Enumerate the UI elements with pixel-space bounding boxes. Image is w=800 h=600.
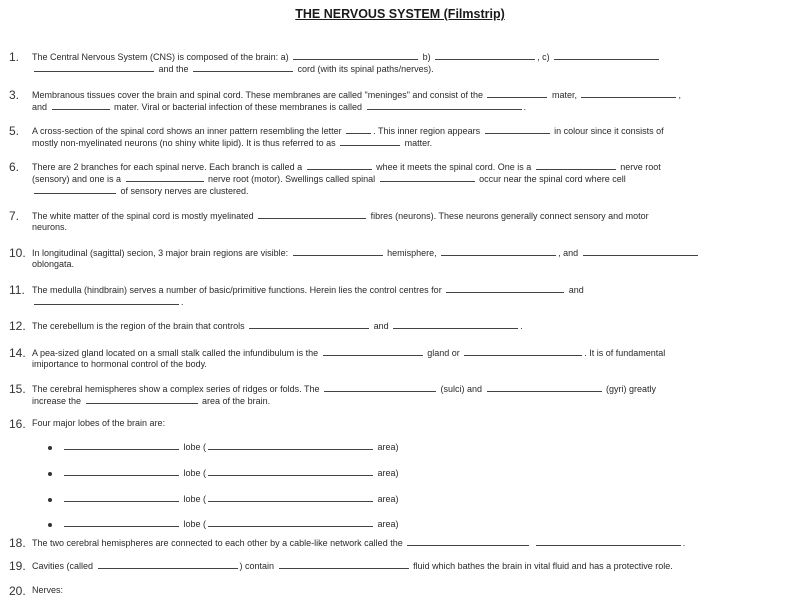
lobe-area-blank[interactable] [208, 466, 373, 476]
question-text [32, 559, 752, 571]
text-segment: and the [156, 64, 192, 74]
text-line [32, 358, 752, 370]
fill-in-blank[interactable] [34, 184, 116, 194]
text-segment: A pea-sized gland located on a small stalk called the infundibulum is the [32, 348, 321, 358]
lobe-name-blank[interactable] [64, 492, 179, 502]
question-text [32, 417, 752, 429]
question-number: 11. [9, 283, 25, 297]
question-text [32, 319, 752, 331]
text-segment: The white matter of the spinal cord is mostly myelinated [32, 211, 257, 221]
question-number: 14. [9, 346, 26, 360]
fill-in-blank[interactable] [487, 88, 547, 98]
text-line [32, 394, 752, 406]
text-line [32, 417, 752, 429]
text-segment: , c) [537, 52, 553, 62]
text-segment: A cross-section of the spinal cord shows an inner pattern resembling the letter [32, 126, 345, 136]
fill-in-blank[interactable] [407, 536, 529, 546]
text-segment: . [523, 102, 527, 112]
lobe-name-blank[interactable] [64, 466, 179, 476]
text-segment: (sensory) and one is a [32, 174, 124, 184]
fill-in-blank[interactable] [293, 246, 383, 256]
text-line [32, 124, 752, 136]
fill-in-blank[interactable] [34, 295, 179, 305]
question-number: 5. [9, 124, 20, 138]
text-segment: fluid which bathes the brain in vital fluid and has a protective role. [410, 561, 673, 571]
text-segment: occur near the spinal cord where cell [476, 174, 626, 184]
fill-in-blank[interactable] [340, 136, 400, 146]
text-segment: . [181, 297, 184, 307]
text-segment: , and [558, 248, 581, 258]
text-segment: mostly non-myelinated neurons (no shiny white lipid). It is thus referred to as [32, 138, 339, 148]
text-segment: and [371, 321, 392, 331]
text-line [32, 50, 752, 62]
area-label: area) [375, 519, 399, 529]
text-segment: . [682, 538, 686, 548]
question-number: 3. [9, 88, 20, 102]
fill-in-blank[interactable] [279, 559, 409, 569]
text-segment: fibres (neurons). These neurons generally connect sensory and motor [368, 211, 649, 221]
text-segment: increase the [32, 396, 84, 406]
fill-in-blank[interactable] [34, 62, 154, 72]
question-number: 10. [9, 246, 26, 260]
question-number: 19. [9, 559, 26, 573]
fill-in-blank[interactable] [441, 246, 556, 256]
text-segment: cord (with its spinal paths/nerves). [295, 64, 434, 74]
question-text [32, 160, 752, 196]
text-segment: nerve root (motor). Swellings called spinal [205, 174, 378, 184]
text-segment: oblongata. [32, 259, 75, 269]
text-line [32, 319, 752, 331]
fill-in-blank[interactable] [193, 62, 293, 72]
question-text [32, 88, 752, 112]
fill-in-blank[interactable] [446, 283, 564, 293]
text-segment: gland or [424, 348, 463, 358]
text-segment: nerve root [617, 162, 661, 172]
lobe-area-blank[interactable] [208, 517, 373, 527]
text-line [32, 584, 752, 596]
area-label: area) [375, 468, 399, 478]
text-segment: The two cerebral hemispheres are connected to each other by a cable-like network called the [32, 538, 406, 548]
text-line [32, 382, 752, 394]
question-number: 7. [9, 209, 20, 223]
fill-in-blank[interactable] [485, 124, 550, 134]
text-line [32, 536, 752, 548]
text-segment: The Central Nervous System (CNS) is composed of the brain: a) [32, 52, 292, 62]
fill-in-blank[interactable] [583, 246, 698, 256]
bullet-icon [48, 446, 52, 450]
text-segment: The cerebral hemispheres show a complex series of ridges or folds. The [32, 384, 322, 394]
question-text [32, 584, 752, 596]
text-line [32, 295, 752, 307]
text-segment: In longitudinal (sagittal) secion, 3 major brain regions are visible: [32, 248, 291, 258]
text-line [32, 346, 752, 358]
text-segment: Cavities (called [32, 561, 96, 571]
question-text [32, 246, 752, 270]
fill-in-blank[interactable] [126, 172, 204, 182]
text-line [32, 559, 752, 571]
lobe-label: lobe ( [181, 442, 207, 452]
text-segment: in colour since it consists of [551, 126, 664, 136]
lobe-item [48, 517, 399, 529]
question-number: 12. [9, 319, 26, 333]
lobe-area-blank[interactable] [208, 492, 373, 502]
worksheet-title: THE NERVOUS SYSTEM (Filmstrip) [295, 7, 505, 21]
text-segment: ) contain [239, 561, 277, 571]
text-segment: There are 2 branches for each spinal nerve. Each branch is called a [32, 162, 305, 172]
fill-in-blank[interactable] [249, 319, 369, 329]
text-segment: Membranous tissues cover the brain and spinal cord. These membranes are called "meninges" and consist of the [32, 90, 486, 100]
question-text [32, 50, 752, 74]
question-text [32, 283, 752, 307]
lobe-label: lobe ( [181, 494, 207, 504]
fill-in-blank[interactable] [487, 382, 602, 392]
question-number: 16. [9, 417, 26, 431]
lobe-label: lobe ( [181, 468, 207, 478]
fill-in-blank[interactable] [307, 160, 372, 170]
fill-in-blank[interactable] [554, 50, 659, 60]
text-line [32, 172, 752, 184]
text-segment: (sulci) and [437, 384, 485, 394]
text-line [32, 221, 752, 233]
text-segment: and [566, 285, 584, 295]
text-segment: . It is of fundamental [584, 348, 666, 358]
text-segment: mater. Viral or bacterial infection of these membranes is called [111, 102, 365, 112]
text-segment: Nerves: [32, 585, 64, 595]
fill-in-blank[interactable] [52, 100, 110, 110]
text-segment: The medulla (hindbrain) serves a number of basic/primitive functions. Herein lies the control centres for [32, 285, 445, 295]
fill-in-blank[interactable] [435, 50, 535, 60]
question-text [32, 382, 752, 406]
text-segment: hemisphere, [384, 248, 440, 258]
lobe-label: lobe ( [181, 519, 207, 529]
text-line [32, 62, 752, 74]
text-segment: of sensory nerves are clustered. [118, 186, 249, 196]
text-segment: area of the brain. [199, 396, 271, 406]
text-line [32, 88, 752, 100]
text-segment: The cerebellum is the region of the brain that controls [32, 321, 248, 331]
fill-in-blank[interactable] [258, 209, 366, 219]
text-segment: matter. [402, 138, 433, 148]
fill-in-blank[interactable] [393, 319, 518, 329]
text-line [32, 184, 752, 196]
text-segment [531, 538, 534, 548]
question-text [32, 209, 752, 233]
fill-in-blank[interactable] [536, 160, 616, 170]
fill-in-blank[interactable] [380, 172, 475, 182]
text-segment: , [678, 90, 681, 100]
fill-in-blank[interactable] [323, 346, 423, 356]
fill-in-blank[interactable] [536, 536, 681, 546]
text-line [32, 136, 752, 148]
question-number: 15. [9, 382, 26, 396]
question-number: 20. [9, 584, 26, 598]
bullet-icon [48, 523, 52, 527]
fill-in-blank[interactable] [464, 346, 582, 356]
lobe-item [48, 440, 399, 452]
fill-in-blank[interactable] [367, 100, 522, 110]
bullet-icon [48, 498, 52, 502]
text-line [32, 258, 752, 270]
question-number: 6. [9, 160, 20, 174]
area-label: area) [375, 442, 399, 452]
question-text [32, 346, 752, 370]
bullet-icon [48, 472, 52, 476]
text-segment: b) [420, 52, 434, 62]
text-segment: and [32, 102, 50, 112]
text-line [32, 100, 752, 112]
fill-in-blank[interactable] [293, 50, 418, 60]
fill-in-blank[interactable] [346, 124, 371, 134]
fill-in-blank[interactable] [98, 559, 238, 569]
text-segment: . This inner region appears [373, 126, 483, 136]
fill-in-blank[interactable] [324, 382, 436, 392]
fill-in-blank[interactable] [581, 88, 676, 98]
text-line [32, 160, 752, 172]
lobe-name-blank[interactable] [64, 517, 179, 527]
text-segment: imiportance to hormonal control of the body. [32, 359, 207, 369]
text-segment: whee it meets the spinal cord. One is a [373, 162, 534, 172]
lobe-item [48, 492, 399, 504]
text-segment: Four major lobes of the brain are: [32, 418, 166, 428]
text-segment: mater, [549, 90, 580, 100]
text-segment: (gyri) greatly [603, 384, 657, 394]
area-label: area) [375, 494, 399, 504]
text-line [32, 283, 752, 295]
text-segment: . [520, 321, 523, 331]
question-number: 18. [9, 536, 26, 550]
question-text [32, 536, 752, 548]
lobe-item [48, 466, 399, 478]
text-line [32, 246, 752, 258]
text-line [32, 209, 752, 221]
lobe-area-blank[interactable] [208, 440, 373, 450]
lobe-name-blank[interactable] [64, 440, 179, 450]
text-segment: neurons. [32, 222, 68, 232]
question-text [32, 124, 752, 148]
question-number: 1. [9, 50, 20, 64]
fill-in-blank[interactable] [86, 394, 198, 404]
